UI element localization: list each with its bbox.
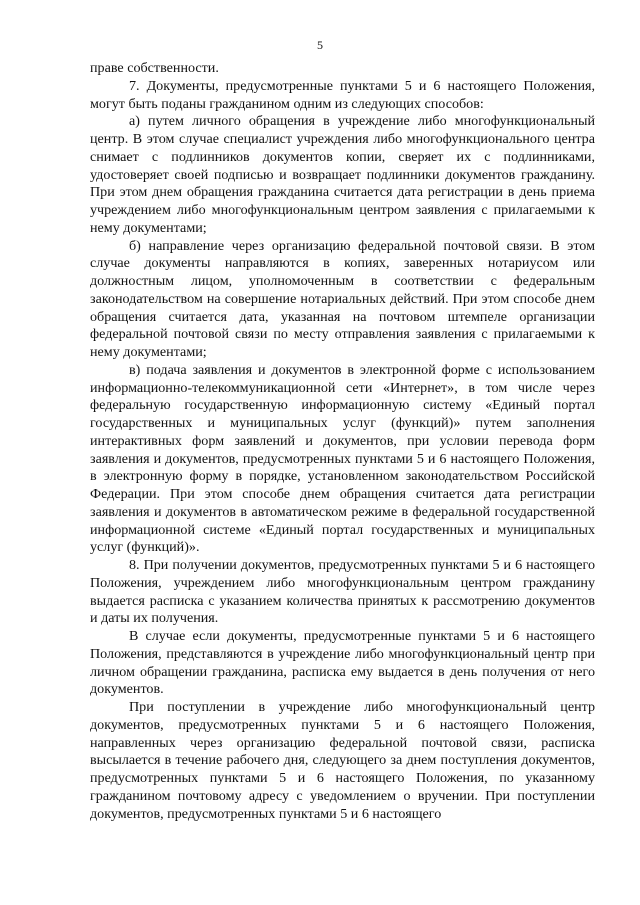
- paragraph-continuation: праве собственности.: [90, 60, 219, 76]
- document-body: [90, 60, 595, 823]
- paragraph-subitem-b: б) направление через организацию федеральной почтовой связи. В этом случае документы направляются в копиях, заверенных нотариусом или должностным лицом, уполномоченным в соответствии с федеральным законодательством на совершение нотариальных действий. При этом способе днем обращения считается дата, указанная на почтовом штемпеле организации федеральной почтовой связи по месту отправления заявления с прилагаемыми к нему документами;: [90, 237, 595, 360]
- paragraph-postal-submission: При поступлении в учреждение либо многофункциональный центр документов, предусмотренных пунктами 5 и 6 настоящего Положения, направленных через организацию федеральной почтовой связи, расписка высылается в течение рабочего дня, следующего за днем поступления документов, предусмотренных пунктами 5 и 6 настоящего Положения, по указанному гражданином почтовому адресу с уведомлением о вручении. При поступлении документов, предусмотренных пунктами 5 и 6 настоящего: [90, 699, 595, 822]
- paragraph-subitem-v: в) подача заявления и документов в электронной форме с использованием информационно-телекоммуникационной сети «Интернет», в том числе через федеральную государственную информационную систему «Единый портал государственных и муниципальных услуг (функций)» путем заполнения интерактивных форм заявлений и документов, при условии перевода форм заявления и документов, предусмотренных пунктами 5 и 6 настоящего Положения, в электронную форму в порядке, установленном законодательством Российской Федерации. При этом способе днем обращения считается дата регистрации заявления и документов в автоматическом режиме в федеральной государственной информационной системе «Единый портал государственных и муниципальных услуг (функций)».: [90, 361, 595, 556]
- paragraph-personal-submission: В случае если документы, предусмотренные пунктами 5 и 6 настоящего Положения, представляются в учреждение либо многофункциональный центр при личном обращении гражданина, расписка ему выдается в день получения от него документов.: [90, 628, 595, 698]
- paragraph-subitem-a: а) путем личного обращения в учреждение либо многофункциональный центр. В этом случае специалист учреждения либо многофункционального центра снимает с подлинников документов копии, сверяет их с подлинниками, удостоверяет своей подписью и возвращает подлинники документов гражданину. При этом днем обращения гражданина считается дата регистрации в день приема учреждением либо многофункциональным центром заявления с прилагаемыми к нему документами;: [90, 113, 595, 236]
- paragraph-item-8: 8. При получении документов, предусмотренных пунктами 5 и 6 настоящего Положения, учреждением либо многофункциональным центром гражданину выдается расписка с указанием количества принятых к рассмотрению документов и даты их получения.: [90, 557, 595, 627]
- paragraph-item-7: 7. Документы, предусмотренные пунктами 5 и 6 настоящего Положения, могут быть поданы гражданином одним из следующих способов:: [90, 77, 595, 112]
- page-number: 5: [317, 38, 323, 52]
